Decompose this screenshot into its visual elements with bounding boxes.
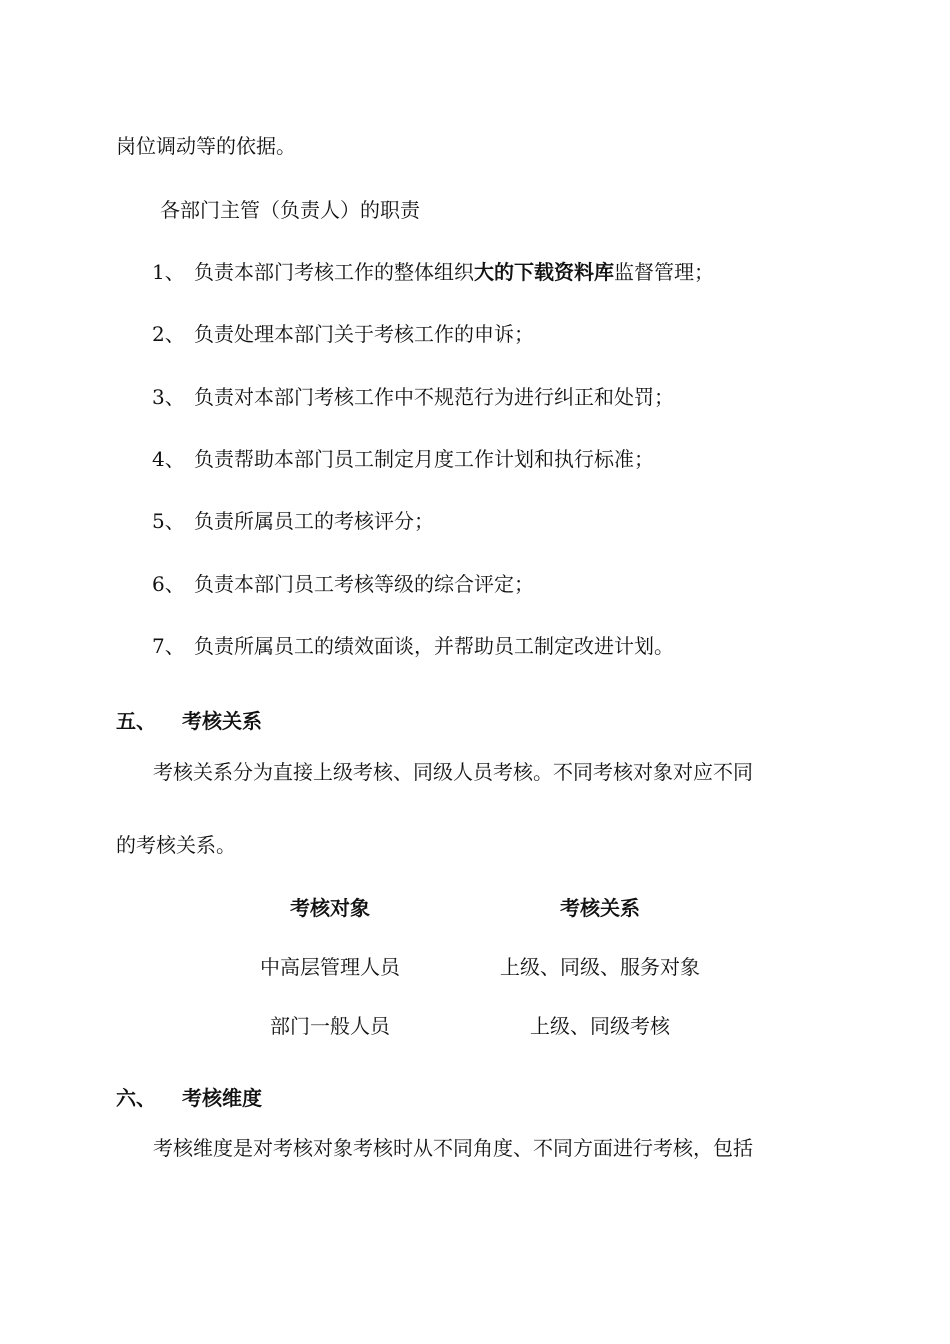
list-item-text: 负责处理本部门关于考核工作的申诉；	[194, 322, 534, 346]
table-cell: 上级、同级考核	[530, 1014, 670, 1038]
list-item	[152, 571, 534, 597]
list-item-text: 负责对本部门考核工作中不规范行为进行纠正和处罚；	[194, 385, 674, 409]
list-item-text: 负责所属员工的绩效面谈，并帮助员工制定改进计划。	[194, 634, 674, 658]
list-item-text-tail: 监督管理；	[614, 260, 714, 284]
list-item-text: 负责本部门考核工作的整体组织	[194, 260, 474, 284]
list-item	[152, 321, 534, 347]
section-title: 考核维度	[182, 1086, 262, 1110]
section-five-heading	[116, 708, 262, 734]
table-header-relation: 考核关系	[560, 896, 640, 920]
list-item-text: 负责帮助本部门员工制定月度工作计划和执行标准；	[194, 447, 654, 471]
list-item	[152, 508, 434, 534]
section-five-paragraph-line-2: 的考核关系。	[116, 833, 236, 857]
table-cell: 部门一般人员	[270, 1014, 390, 1038]
list-item	[152, 384, 674, 410]
section-number: 五、	[116, 709, 156, 733]
list-item-text: 负责所属员工的考核评分；	[194, 509, 434, 533]
table-header-subject: 考核对象	[290, 896, 370, 920]
list-item-number: 1、	[152, 260, 185, 284]
list-item	[152, 633, 674, 659]
list-item-number: 5、	[152, 509, 185, 533]
list-item-number: 4、	[152, 447, 185, 471]
list-item	[152, 446, 654, 472]
section-six-heading	[116, 1085, 262, 1111]
list-item-number: 3、	[152, 385, 185, 409]
list-item-number: 2、	[152, 322, 185, 346]
table-cell: 中高层管理人员	[260, 955, 400, 979]
list-item	[152, 259, 714, 285]
list-item-text: 负责本部门员工考核等级的综合评定；	[194, 572, 534, 596]
list-item-number: 6、	[152, 572, 185, 596]
section-six-paragraph-line-1: 考核维度是对考核对象考核时从不同角度、不同方面进行考核，包括	[153, 1136, 753, 1160]
section-number: 六、	[116, 1086, 156, 1110]
section-five-paragraph-line-1: 考核关系分为直接上级考核、同级人员考核。不同考核对象对应不同	[153, 760, 753, 784]
list-item-number: 7、	[152, 634, 185, 658]
table-cell: 上级、同级、服务对象	[500, 955, 700, 979]
list-item-bold-text: 大的下载资料库	[474, 260, 614, 284]
intro-tail-text: 岗位调动等的依据。	[116, 134, 296, 158]
section-title: 考核关系	[182, 709, 262, 733]
manager-duties-title: 各部门主管（负责人）的职责	[160, 198, 420, 222]
